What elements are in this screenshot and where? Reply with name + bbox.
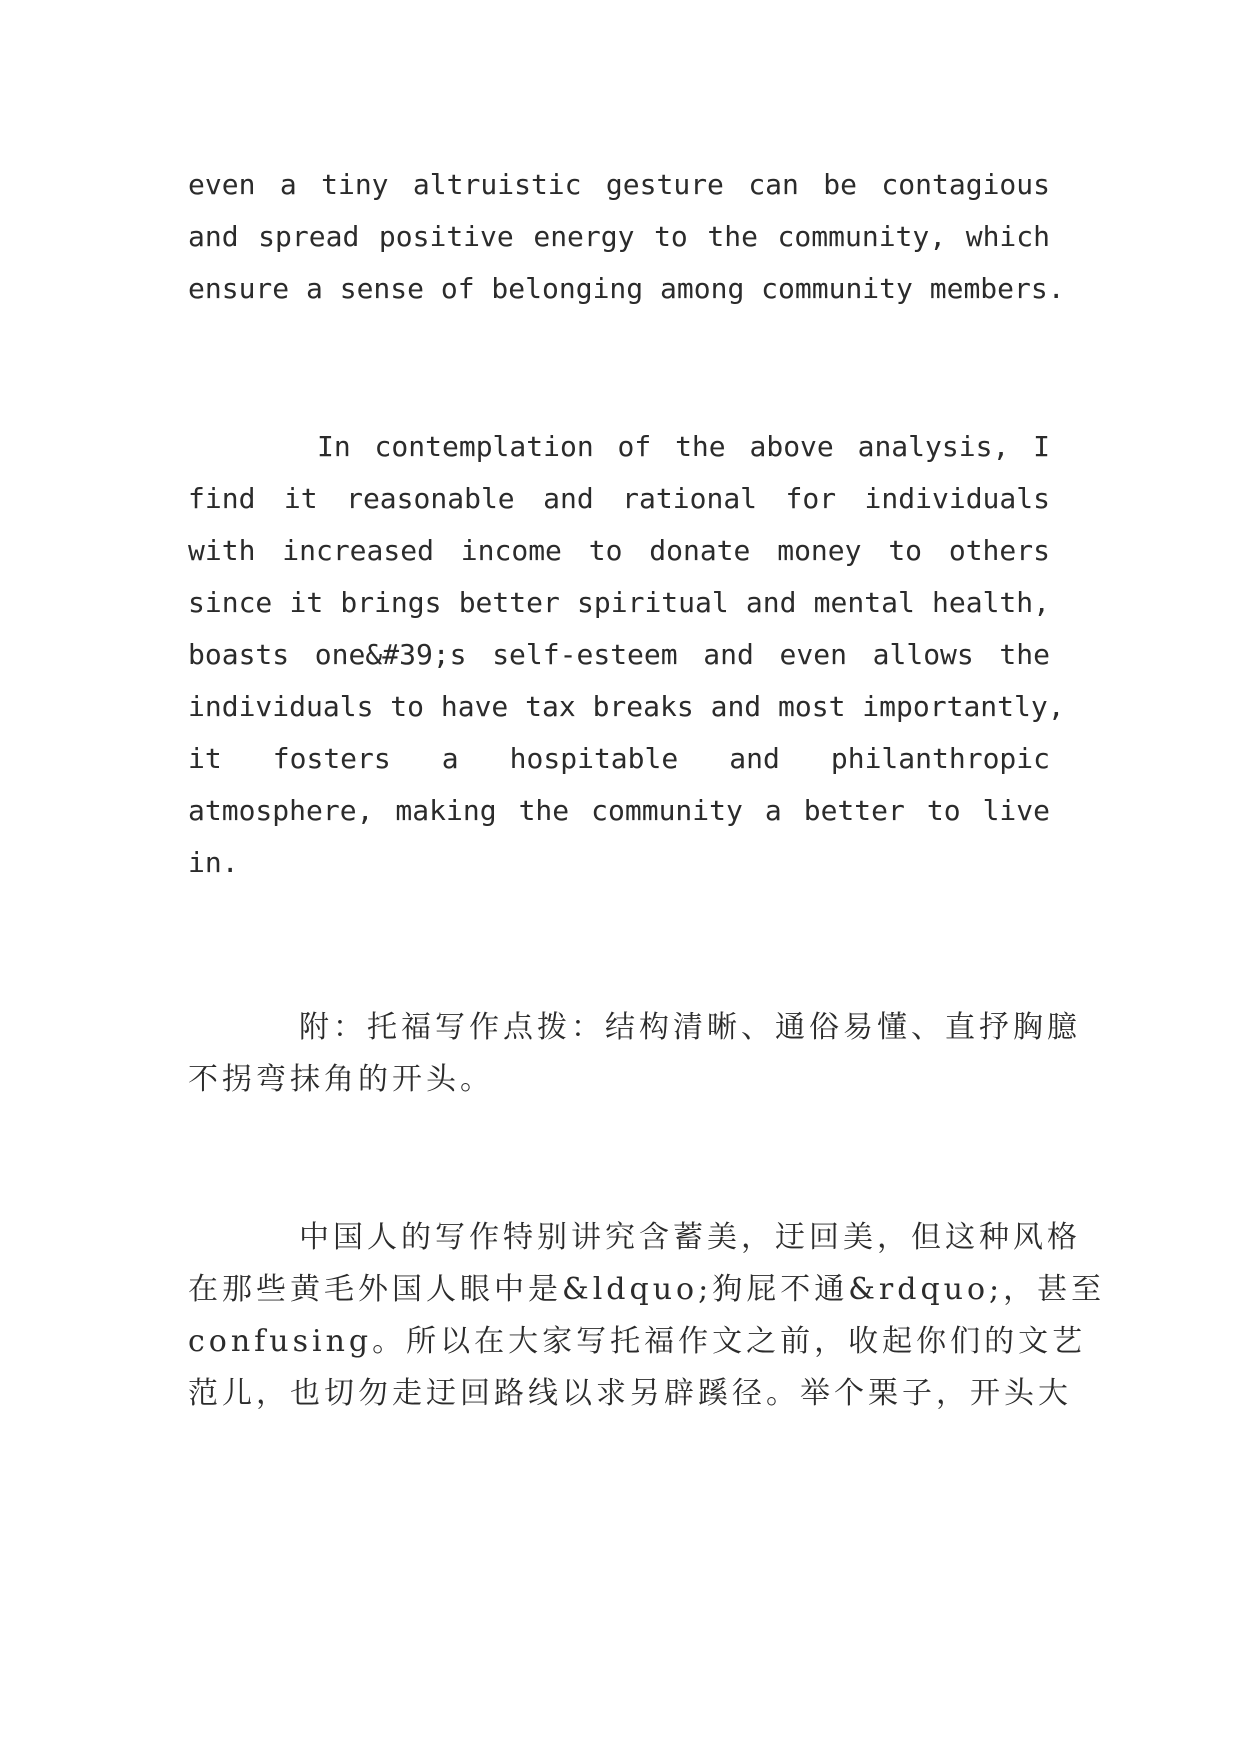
paragraph-1-line-3: ensure a sense of belonging among community members. bbox=[188, 272, 1065, 305]
paragraph-4-line-3: confusing。所以在大家写托福作文之前，收起你们的文艺 bbox=[188, 1324, 1087, 1359]
paragraph-1-line-2: and spread positive energy to the community, which bbox=[188, 220, 1050, 253]
paragraph-2-line-1: In contemplation of the above analysis, I bbox=[317, 430, 1050, 463]
paragraph-2-line-2: find it reasonable and rational for individuals bbox=[188, 482, 1050, 515]
paragraph-4-line-1: 中国人的写作特别讲究含蓄美，迂回美，但这种风格 bbox=[299, 1220, 1081, 1255]
paragraph-4-line-2: 在那些黄毛外国人眼中是&ldquo;狗屁不通&rdquo;，甚至 bbox=[188, 1272, 1106, 1307]
paragraph-2-line-7: it fosters a hospitable and philanthropic bbox=[188, 742, 1050, 775]
paragraph-4-line-4: 范儿，也切勿走迂回路线以求另辟蹊径。举个栗子，开头大 bbox=[188, 1376, 1072, 1411]
paragraph-2-line-3: with increased income to donate money to others bbox=[188, 534, 1050, 567]
paragraph-3-line-1: 附：托福写作点拨：结构清晰、通俗易懂、直抒胸臆 bbox=[299, 1010, 1081, 1045]
paragraph-2-line-6: individuals to have tax breaks and most importantly, bbox=[188, 690, 1065, 723]
paragraph-2-line-9: in. bbox=[188, 846, 239, 879]
paragraph-2-line-5: boasts one&#39;s self-esteem and even allows the bbox=[188, 638, 1050, 671]
paragraph-1-line-1: even a tiny altruistic gesture can be contagious bbox=[188, 168, 1050, 201]
paragraph-2-line-4: since it brings better spiritual and mental health, bbox=[188, 586, 1050, 619]
paragraph-2-line-8: atmosphere, making the community a better to live bbox=[188, 794, 1050, 827]
paragraph-3-line-2: 不拐弯抹角的开头。 bbox=[188, 1062, 494, 1097]
